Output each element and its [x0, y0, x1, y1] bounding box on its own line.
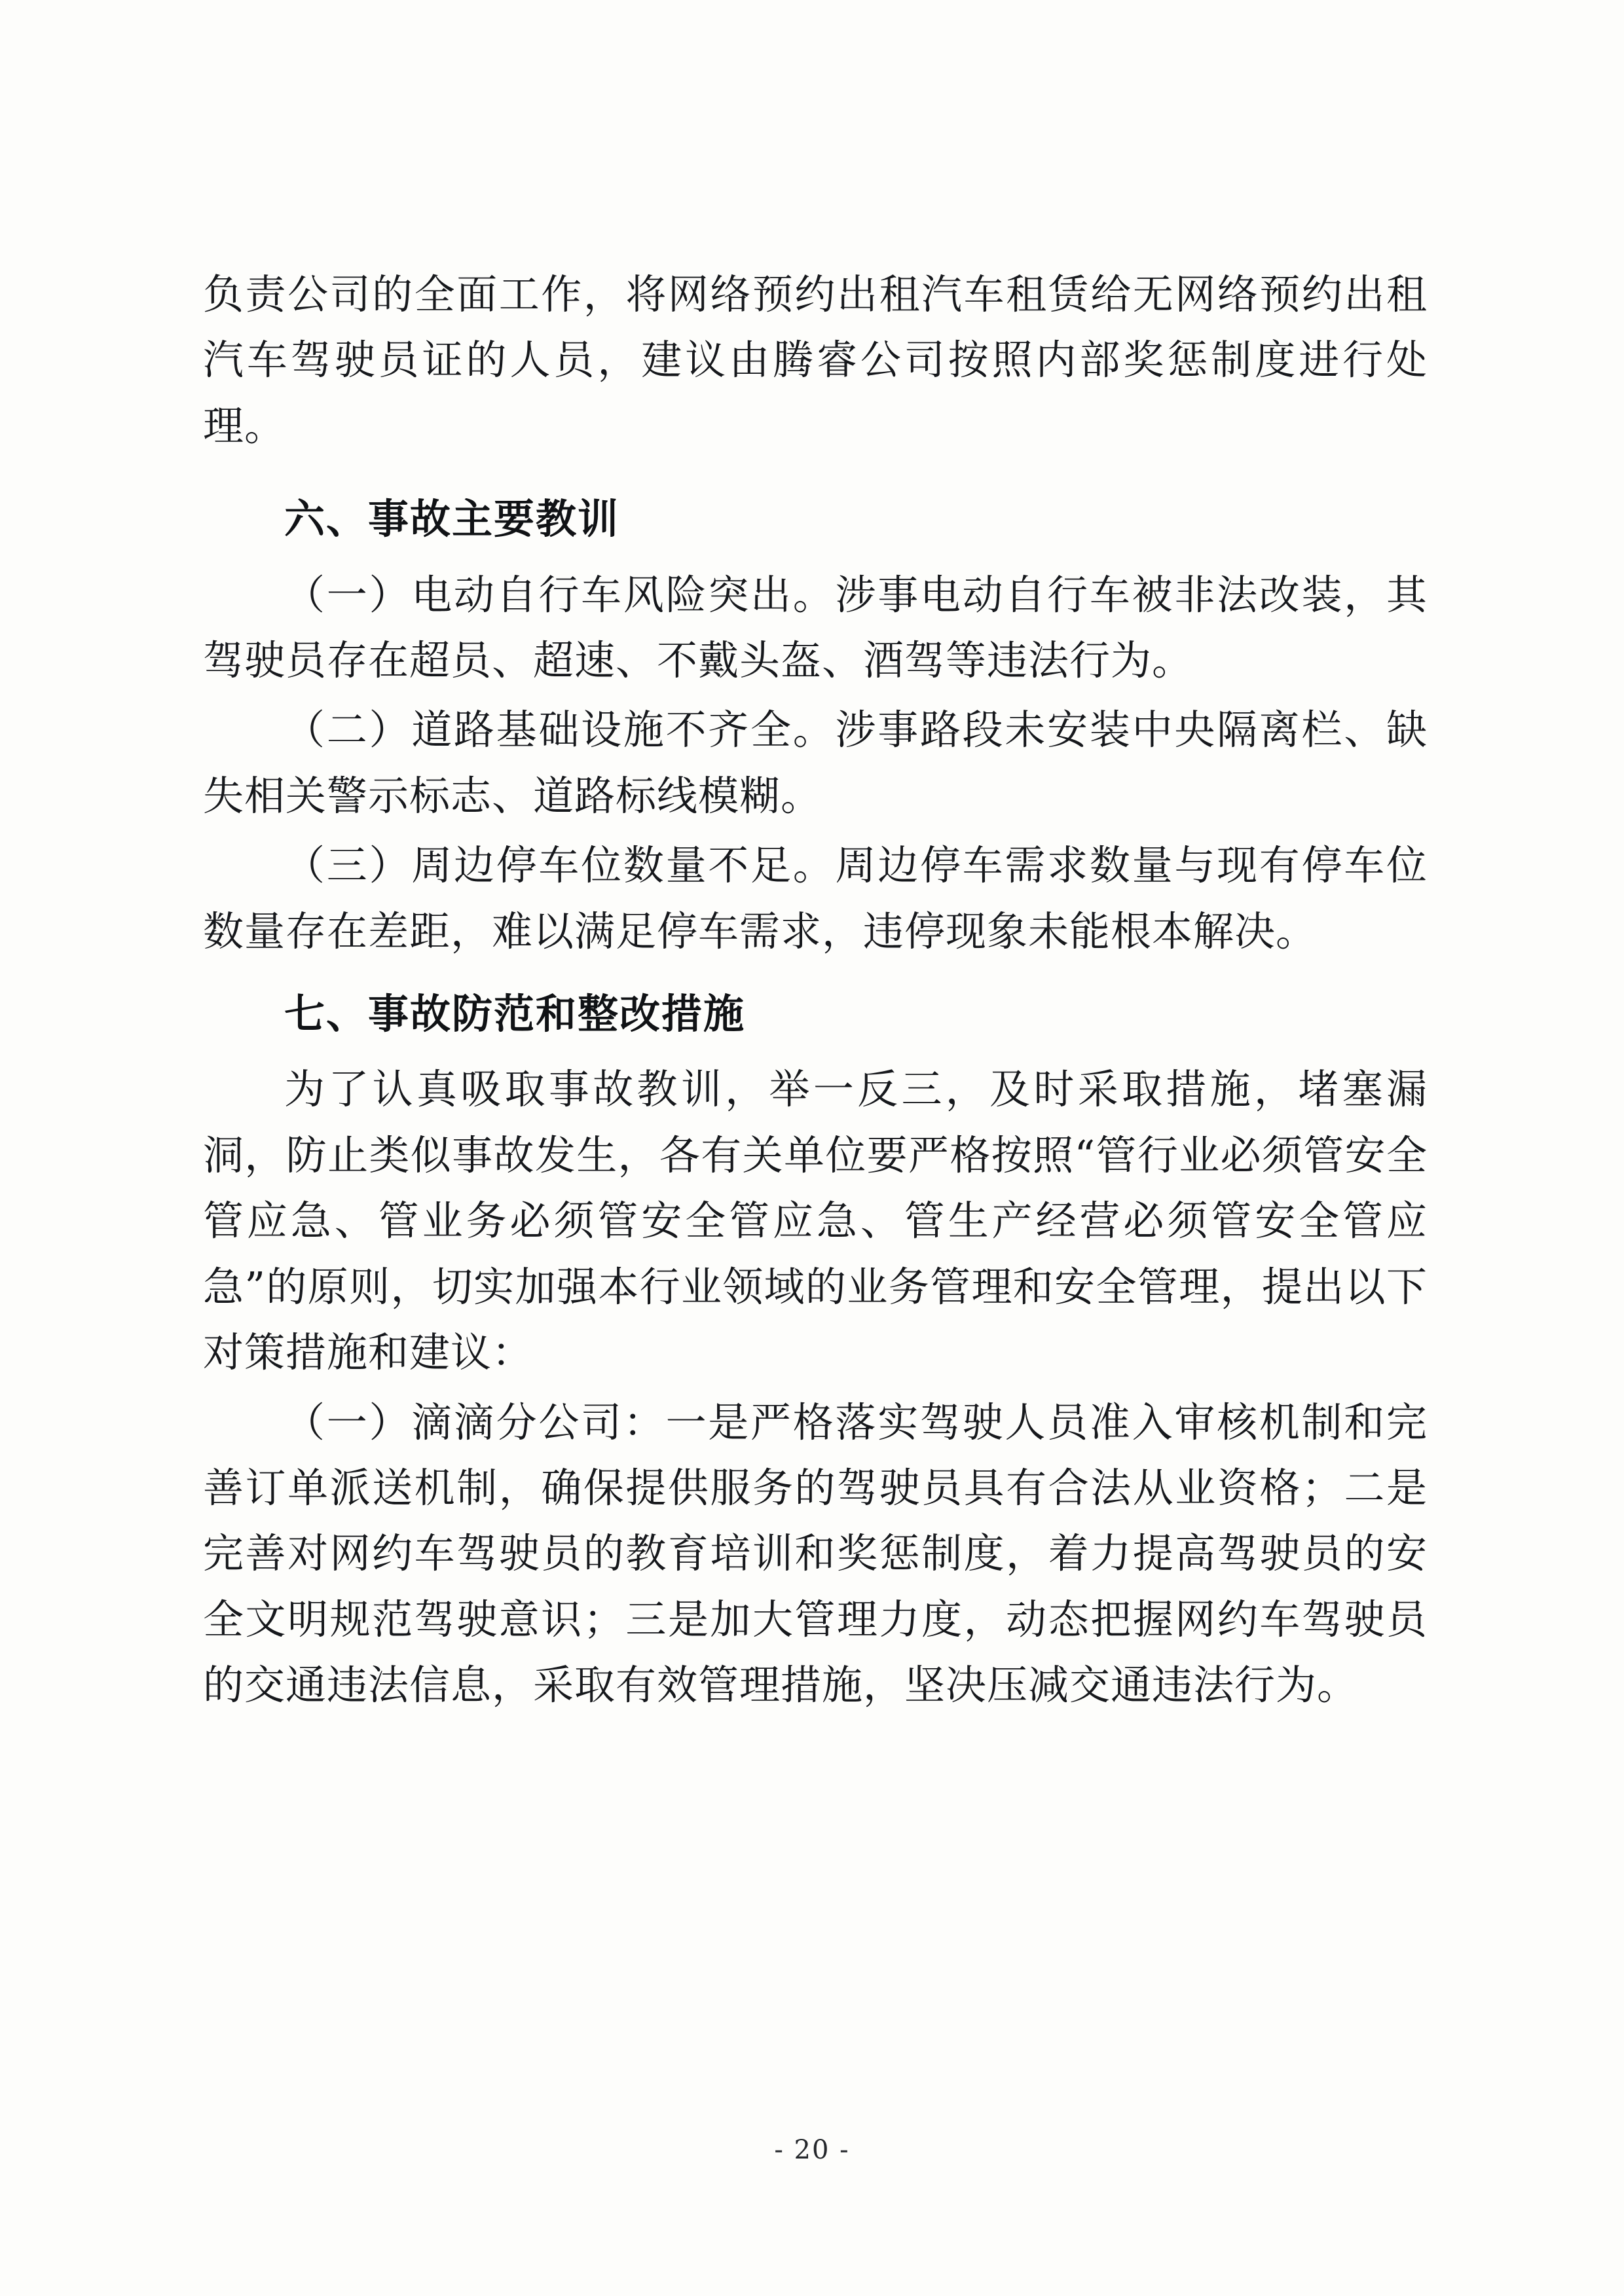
page-number: - 20 - — [774, 2135, 850, 2165]
spacer — [203, 463, 1428, 469]
section-heading-seven: 七、事故防范和整改措施 — [284, 990, 746, 1038]
paragraph-measures-item-one: （一）滴滴分公司：一是严格落实驾驶人员准入审核机制和完善订单派送机制，确保提供服务的驾驶员具有合法从业资格；二是完善对网约车驾驶员的教育培训和奖惩制度，着力提高驾驶员的安全文明规范驾驶意识；三是加大管理力度，动态把握网约车驾驶员的交通违法信息，采取有效管理措施，坚决压减交通违法行为。 — [203, 1398, 1428, 1709]
paragraph-lesson-two: （二）道路基础设施不齐全。涉事路段未安装中央隔离栏、缺失相关警示标志、道路标线模糊。 — [203, 706, 1428, 820]
paragraph-lesson-three: （三）周边停车位数量不足。周边停车需求数量与现有停车位数量存在差距，难以满足停车需求，违停现象未能根本解决。 — [203, 841, 1428, 955]
paragraph-measures-intro: 为了认真吸取事故教训，举一反三，及时采取措施，堵塞漏洞，防止类似事故发生，各有关单位要严格按照“管行业必须管安全管应急、管业务必须管安全管应急、管生产经营必须管安全管应急”的原则，切实加强本行业领域的业务管理和安全管理，提出以下对策措施和建议： — [203, 1065, 1428, 1377]
paragraph-lesson-one: （一）电动自行车风险突出。涉事电动自行车被非法改装，其驾驶员存在超员、超速、不戴头盔、酒驾等违法行为。 — [203, 570, 1428, 684]
section-heading-six: 六、事故主要教训 — [284, 495, 620, 543]
document-body — [203, 262, 1428, 1722]
paragraph-continuation: 负责公司的全面工作，将网络预约出租汽车租赁给无网络预约出租汽车驾驶员证的人员，建议由腾睿公司按照内部奖惩制度进行处理。 — [203, 270, 1428, 450]
